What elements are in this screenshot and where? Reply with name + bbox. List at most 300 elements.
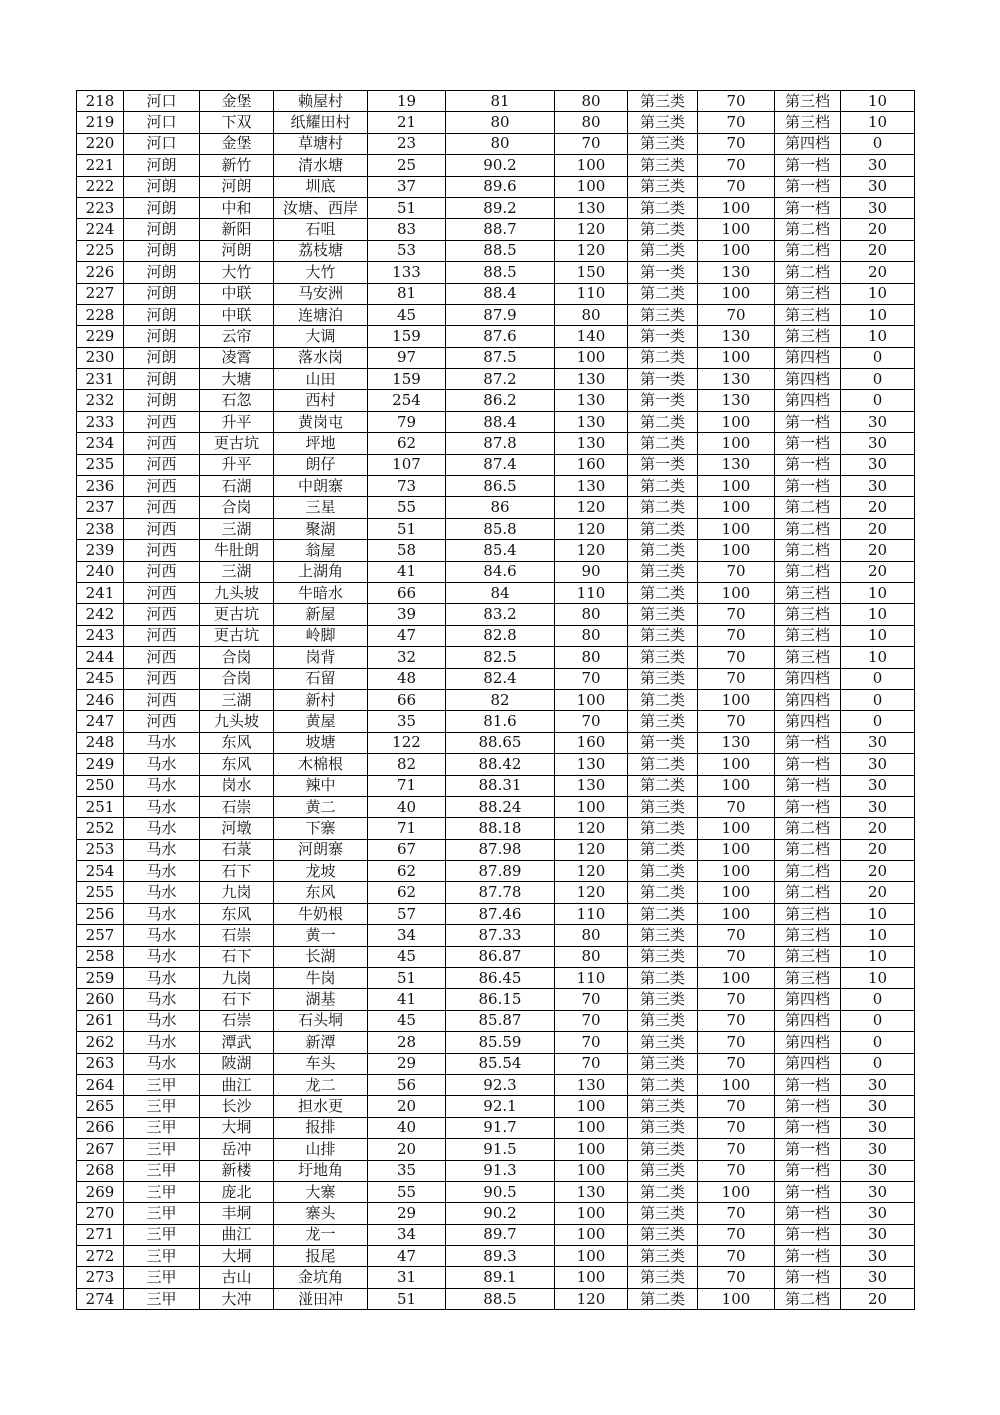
cell-village: 河朗 [200, 176, 274, 197]
cell-town: 马水 [124, 861, 200, 882]
cell-points: 30 [841, 454, 915, 475]
cell-value-a: 31 [368, 1267, 446, 1288]
table-row [77, 347, 915, 368]
cell-village: 大垌 [200, 1246, 274, 1267]
cell-points: 20 [841, 818, 915, 839]
table-row [77, 133, 915, 154]
cell-value-c: 100 [698, 689, 775, 710]
cell-hamlet: 山田 [274, 369, 368, 390]
cell-town: 河朗 [124, 369, 200, 390]
cell-value-b: 120 [555, 1288, 628, 1309]
cell-value-a: 34 [368, 1224, 446, 1245]
cell-category: 第二类 [628, 1181, 698, 1202]
cell-value-b: 100 [555, 1246, 628, 1267]
cell-value-c: 70 [698, 989, 775, 1010]
cell-row-number: 247 [77, 711, 124, 732]
cell-value-c: 100 [698, 240, 775, 261]
table-row [77, 176, 915, 197]
cell-value-a: 55 [368, 1181, 446, 1202]
cell-row-number: 265 [77, 1096, 124, 1117]
cell-score: 81.6 [446, 711, 555, 732]
cell-tier: 第一档 [775, 155, 841, 176]
cell-value-c: 70 [698, 1203, 775, 1224]
cell-hamlet: 草塘村 [274, 133, 368, 154]
cell-value-b: 150 [555, 262, 628, 283]
cell-tier: 第一档 [775, 1117, 841, 1138]
cell-village: 石忽 [200, 390, 274, 411]
cell-value-c: 100 [698, 903, 775, 924]
cell-value-c: 70 [698, 176, 775, 197]
cell-village: 下双 [200, 112, 274, 133]
cell-tier: 第二档 [775, 882, 841, 903]
cell-tier: 第三档 [775, 304, 841, 325]
cell-value-b: 130 [555, 1074, 628, 1095]
table-row [77, 882, 915, 903]
cell-value-a: 62 [368, 882, 446, 903]
cell-score: 87.6 [446, 326, 555, 347]
cell-row-number: 232 [77, 390, 124, 411]
cell-village: 石下 [200, 989, 274, 1010]
cell-score: 88.5 [446, 1288, 555, 1309]
cell-category: 第二类 [628, 347, 698, 368]
table-row [77, 839, 915, 860]
cell-category: 第二类 [628, 1074, 698, 1095]
cell-town: 三甲 [124, 1203, 200, 1224]
cell-value-a: 56 [368, 1074, 446, 1095]
cell-score: 88.4 [446, 283, 555, 304]
cell-hamlet: 落水岗 [274, 347, 368, 368]
cell-row-number: 229 [77, 326, 124, 347]
cell-category: 第三类 [628, 925, 698, 946]
cell-row-number: 270 [77, 1203, 124, 1224]
cell-row-number: 218 [77, 91, 124, 112]
cell-tier: 第四档 [775, 369, 841, 390]
cell-tier: 第四档 [775, 133, 841, 154]
cell-town: 河口 [124, 91, 200, 112]
cell-tier: 第一档 [775, 732, 841, 753]
cell-value-b: 130 [555, 411, 628, 432]
cell-value-a: 37 [368, 176, 446, 197]
cell-value-a: 39 [368, 604, 446, 625]
cell-village: 更古坑 [200, 433, 274, 454]
cell-points: 0 [841, 989, 915, 1010]
cell-village: 曲江 [200, 1224, 274, 1245]
cell-points: 30 [841, 155, 915, 176]
cell-value-c: 70 [698, 1032, 775, 1053]
cell-town: 河朗 [124, 197, 200, 218]
cell-town: 马水 [124, 732, 200, 753]
cell-tier: 第三档 [775, 91, 841, 112]
table-row [77, 540, 915, 561]
cell-value-b: 130 [555, 369, 628, 390]
cell-value-b: 120 [555, 518, 628, 539]
cell-tier: 第三档 [775, 326, 841, 347]
cell-category: 第三类 [628, 1224, 698, 1245]
cell-hamlet: 山排 [274, 1139, 368, 1160]
cell-value-c: 130 [698, 369, 775, 390]
cell-row-number: 219 [77, 112, 124, 133]
cell-points: 10 [841, 112, 915, 133]
cell-category: 第三类 [628, 155, 698, 176]
cell-town: 马水 [124, 754, 200, 775]
cell-points: 30 [841, 176, 915, 197]
cell-value-c: 70 [698, 133, 775, 154]
cell-value-c: 70 [698, 1010, 775, 1031]
cell-village: 更古坑 [200, 604, 274, 625]
cell-value-c: 70 [698, 604, 775, 625]
cell-hamlet: 岗背 [274, 647, 368, 668]
cell-village: 合岗 [200, 497, 274, 518]
cell-row-number: 235 [77, 454, 124, 475]
cell-points: 20 [841, 518, 915, 539]
cell-value-a: 133 [368, 262, 446, 283]
cell-village: 新阳 [200, 219, 274, 240]
cell-value-b: 70 [555, 1010, 628, 1031]
table-row [77, 582, 915, 603]
cell-score: 88.18 [446, 818, 555, 839]
cell-tier: 第一档 [775, 1074, 841, 1095]
cell-points: 10 [841, 647, 915, 668]
cell-category: 第二类 [628, 903, 698, 924]
cell-score: 86.15 [446, 989, 555, 1010]
cell-town: 马水 [124, 903, 200, 924]
cell-points: 30 [841, 1267, 915, 1288]
cell-tier: 第一档 [775, 476, 841, 497]
cell-hamlet: 黄二 [274, 796, 368, 817]
cell-hamlet: 湖基 [274, 989, 368, 1010]
cell-value-c: 70 [698, 796, 775, 817]
cell-category: 第二类 [628, 1288, 698, 1309]
cell-category: 第三类 [628, 112, 698, 133]
table-row [77, 796, 915, 817]
cell-row-number: 251 [77, 796, 124, 817]
cell-value-c: 70 [698, 91, 775, 112]
cell-value-a: 159 [368, 326, 446, 347]
table-row [77, 754, 915, 775]
cell-row-number: 272 [77, 1246, 124, 1267]
cell-town: 马水 [124, 925, 200, 946]
cell-hamlet: 寨头 [274, 1203, 368, 1224]
cell-hamlet: 牛暗水 [274, 582, 368, 603]
cell-category: 第二类 [628, 219, 698, 240]
cell-village: 石下 [200, 946, 274, 967]
cell-row-number: 250 [77, 775, 124, 796]
table-row [77, 1096, 915, 1117]
cell-hamlet: 东风 [274, 882, 368, 903]
cell-hamlet: 岭脚 [274, 625, 368, 646]
cell-points: 20 [841, 861, 915, 882]
cell-row-number: 227 [77, 283, 124, 304]
cell-category: 第一类 [628, 262, 698, 283]
cell-value-a: 45 [368, 304, 446, 325]
cell-tier: 第一档 [775, 454, 841, 475]
cell-category: 第一类 [628, 326, 698, 347]
cell-hamlet: 新屋 [274, 604, 368, 625]
cell-value-c: 100 [698, 1181, 775, 1202]
cell-value-c: 100 [698, 497, 775, 518]
cell-value-b: 120 [555, 861, 628, 882]
cell-hamlet: 荔枝塘 [274, 240, 368, 261]
cell-row-number: 253 [77, 839, 124, 860]
cell-hamlet: 聚湖 [274, 518, 368, 539]
cell-hamlet: 担水更 [274, 1096, 368, 1117]
cell-points: 30 [841, 197, 915, 218]
cell-value-c: 100 [698, 582, 775, 603]
cell-value-b: 70 [555, 711, 628, 732]
cell-tier: 第二档 [775, 518, 841, 539]
cell-row-number: 269 [77, 1181, 124, 1202]
cell-score: 87.5 [446, 347, 555, 368]
table-row [77, 112, 915, 133]
cell-category: 第三类 [628, 1203, 698, 1224]
cell-category: 第三类 [628, 1139, 698, 1160]
cell-value-a: 19 [368, 91, 446, 112]
cell-value-c: 100 [698, 411, 775, 432]
cell-value-b: 160 [555, 454, 628, 475]
cell-town: 三甲 [124, 1181, 200, 1202]
cell-row-number: 274 [77, 1288, 124, 1309]
cell-value-c: 130 [698, 454, 775, 475]
cell-value-a: 79 [368, 411, 446, 432]
cell-village: 三湖 [200, 689, 274, 710]
cell-category: 第三类 [628, 91, 698, 112]
cell-value-a: 97 [368, 347, 446, 368]
cell-points: 30 [841, 775, 915, 796]
cell-category: 第二类 [628, 540, 698, 561]
cell-village: 河墩 [200, 818, 274, 839]
cell-value-c: 100 [698, 882, 775, 903]
cell-town: 河西 [124, 711, 200, 732]
table-row [77, 561, 915, 582]
cell-town: 河朗 [124, 304, 200, 325]
cell-town: 河口 [124, 112, 200, 133]
cell-value-b: 80 [555, 112, 628, 133]
cell-row-number: 268 [77, 1160, 124, 1181]
cell-village: 岳冲 [200, 1139, 274, 1160]
cell-hamlet: 石头垌 [274, 1010, 368, 1031]
table-row [77, 1117, 915, 1138]
cell-row-number: 254 [77, 861, 124, 882]
cell-category: 第三类 [628, 604, 698, 625]
cell-village: 新竹 [200, 155, 274, 176]
cell-value-b: 130 [555, 390, 628, 411]
cell-score: 87.8 [446, 433, 555, 454]
cell-value-c: 70 [698, 925, 775, 946]
cell-tier: 第二档 [775, 861, 841, 882]
cell-village: 升平 [200, 411, 274, 432]
table-row [77, 518, 915, 539]
cell-hamlet: 坡塘 [274, 732, 368, 753]
cell-village: 中联 [200, 283, 274, 304]
cell-village: 中和 [200, 197, 274, 218]
cell-points: 0 [841, 390, 915, 411]
cell-hamlet: 龙坡 [274, 861, 368, 882]
cell-points: 20 [841, 240, 915, 261]
cell-value-a: 20 [368, 1139, 446, 1160]
table-row [77, 1160, 915, 1181]
cell-village: 庞北 [200, 1181, 274, 1202]
cell-value-a: 53 [368, 240, 446, 261]
cell-points: 30 [841, 1224, 915, 1245]
cell-points: 0 [841, 1010, 915, 1031]
cell-category: 第二类 [628, 197, 698, 218]
cell-value-b: 70 [555, 668, 628, 689]
cell-value-a: 58 [368, 540, 446, 561]
cell-value-a: 23 [368, 133, 446, 154]
cell-score: 90.2 [446, 155, 555, 176]
cell-tier: 第一档 [775, 796, 841, 817]
cell-town: 河朗 [124, 326, 200, 347]
cell-tier: 第二档 [775, 839, 841, 860]
cell-points: 10 [841, 625, 915, 646]
cell-row-number: 262 [77, 1032, 124, 1053]
cell-hamlet: 石咀 [274, 219, 368, 240]
cell-village: 中联 [200, 304, 274, 325]
cell-score: 88.5 [446, 262, 555, 283]
cell-value-c: 100 [698, 476, 775, 497]
cell-tier: 第三档 [775, 582, 841, 603]
cell-score: 84.6 [446, 561, 555, 582]
cell-village: 石下 [200, 861, 274, 882]
cell-value-c: 100 [698, 968, 775, 989]
cell-value-a: 51 [368, 197, 446, 218]
cell-value-a: 20 [368, 1096, 446, 1117]
cell-tier: 第一档 [775, 176, 841, 197]
cell-score: 82.5 [446, 647, 555, 668]
cell-value-b: 120 [555, 497, 628, 518]
cell-value-b: 120 [555, 839, 628, 860]
cell-value-a: 107 [368, 454, 446, 475]
cell-points: 10 [841, 903, 915, 924]
table-row [77, 1053, 915, 1074]
cell-town: 马水 [124, 1010, 200, 1031]
cell-value-c: 70 [698, 668, 775, 689]
cell-points: 30 [841, 796, 915, 817]
cell-row-number: 240 [77, 561, 124, 582]
cell-value-b: 120 [555, 240, 628, 261]
cell-hamlet: 翁屋 [274, 540, 368, 561]
cell-hamlet: 坪地 [274, 433, 368, 454]
cell-points: 30 [841, 1074, 915, 1095]
cell-category: 第二类 [628, 518, 698, 539]
table-row [77, 1032, 915, 1053]
cell-score: 88.42 [446, 754, 555, 775]
cell-category: 第三类 [628, 1117, 698, 1138]
cell-points: 10 [841, 304, 915, 325]
cell-hamlet: 车头 [274, 1053, 368, 1074]
cell-value-b: 120 [555, 540, 628, 561]
cell-points: 0 [841, 369, 915, 390]
cell-village: 石崇 [200, 796, 274, 817]
cell-category: 第二类 [628, 882, 698, 903]
table-row [77, 283, 915, 304]
cell-value-c: 100 [698, 775, 775, 796]
cell-category: 第二类 [628, 968, 698, 989]
cell-points: 10 [841, 283, 915, 304]
cell-tier: 第四档 [775, 689, 841, 710]
cell-points: 30 [841, 754, 915, 775]
table-row [77, 711, 915, 732]
cell-value-a: 40 [368, 1117, 446, 1138]
cell-village: 九头坡 [200, 582, 274, 603]
cell-value-c: 100 [698, 839, 775, 860]
cell-tier: 第一档 [775, 1246, 841, 1267]
cell-score: 83.2 [446, 604, 555, 625]
cell-score: 85.59 [446, 1032, 555, 1053]
cell-hamlet: 西村 [274, 390, 368, 411]
cell-town: 三甲 [124, 1074, 200, 1095]
cell-village: 东风 [200, 732, 274, 753]
cell-hamlet: 长湖 [274, 946, 368, 967]
cell-score: 87.89 [446, 861, 555, 882]
cell-village: 石崇 [200, 1010, 274, 1031]
cell-hamlet: 圳底 [274, 176, 368, 197]
cell-score: 86 [446, 497, 555, 518]
cell-category: 第二类 [628, 283, 698, 304]
cell-row-number: 226 [77, 262, 124, 283]
cell-hamlet: 连塘泊 [274, 304, 368, 325]
cell-value-b: 110 [555, 903, 628, 924]
cell-village: 丰垌 [200, 1203, 274, 1224]
cell-score: 88.31 [446, 775, 555, 796]
cell-value-a: 51 [368, 968, 446, 989]
cell-village: 更古坑 [200, 625, 274, 646]
cell-points: 10 [841, 925, 915, 946]
cell-hamlet: 木棉根 [274, 754, 368, 775]
cell-village: 潭武 [200, 1032, 274, 1053]
cell-value-c: 100 [698, 861, 775, 882]
cell-town: 马水 [124, 882, 200, 903]
cell-value-b: 110 [555, 283, 628, 304]
cell-town: 河西 [124, 668, 200, 689]
cell-score: 85.4 [446, 540, 555, 561]
cell-row-number: 223 [77, 197, 124, 218]
cell-row-number: 273 [77, 1267, 124, 1288]
cell-town: 河西 [124, 411, 200, 432]
cell-tier: 第三档 [775, 968, 841, 989]
cell-category: 第三类 [628, 796, 698, 817]
cell-score: 80 [446, 112, 555, 133]
cell-value-a: 159 [368, 369, 446, 390]
cell-category: 第三类 [628, 647, 698, 668]
cell-value-c: 130 [698, 390, 775, 411]
cell-score: 88.24 [446, 796, 555, 817]
table-row [77, 304, 915, 325]
cell-tier: 第二档 [775, 219, 841, 240]
table-row [77, 1224, 915, 1245]
cell-score: 90.5 [446, 1181, 555, 1202]
cell-value-b: 80 [555, 604, 628, 625]
cell-town: 河朗 [124, 176, 200, 197]
cell-town: 三甲 [124, 1246, 200, 1267]
cell-points: 30 [841, 1160, 915, 1181]
table-row [77, 1010, 915, 1031]
cell-points: 30 [841, 1181, 915, 1202]
cell-score: 88.4 [446, 411, 555, 432]
cell-value-b: 80 [555, 91, 628, 112]
cell-tier: 第一档 [775, 775, 841, 796]
cell-hamlet: 黄岗屯 [274, 411, 368, 432]
cell-score: 85.8 [446, 518, 555, 539]
cell-value-c: 100 [698, 197, 775, 218]
cell-town: 河朗 [124, 347, 200, 368]
cell-value-a: 35 [368, 1160, 446, 1181]
cell-village: 大垌 [200, 1117, 274, 1138]
cell-value-b: 120 [555, 818, 628, 839]
cell-value-a: 29 [368, 1203, 446, 1224]
cell-points: 20 [841, 497, 915, 518]
cell-tier: 第一档 [775, 197, 841, 218]
